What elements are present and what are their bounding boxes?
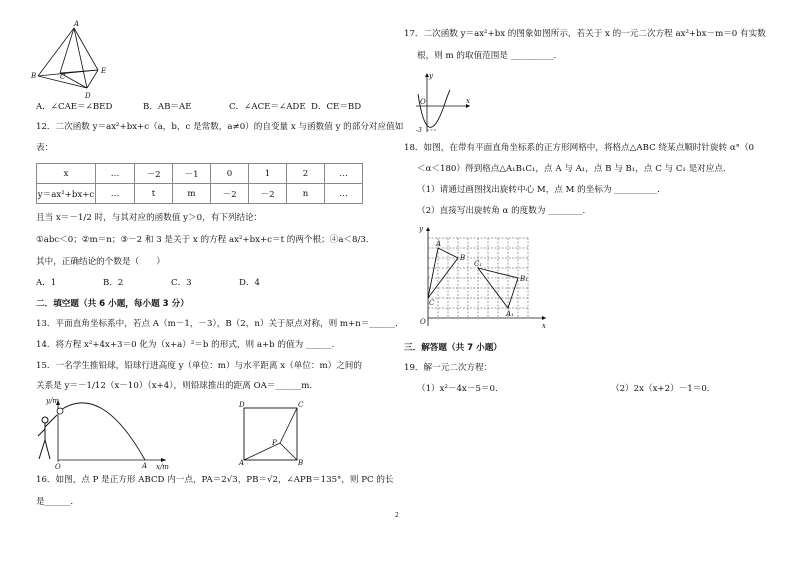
table-cell: 0 bbox=[211, 164, 249, 184]
q11-label-e: E bbox=[101, 67, 107, 75]
q18-label-x: x bbox=[542, 322, 546, 330]
q11-tetra-figure bbox=[30, 20, 110, 100]
q15-point-a: A bbox=[142, 462, 148, 470]
q12-option-d: D．4 bbox=[239, 278, 260, 288]
q18-label-c1: C₁ bbox=[474, 260, 483, 268]
q18-label-o: O bbox=[420, 318, 426, 326]
q11-label-b: B bbox=[31, 72, 37, 80]
q19-part2: （2）2x（x+2）－1＝0． bbox=[611, 384, 716, 394]
q17-line1: 17．二次函数 y＝ax²+bx 的图象如图所示，若关于 x 的一元二次方程 ax²+bx－m＝0 有实数 bbox=[404, 29, 766, 39]
q11-option-b: B．AB＝AE bbox=[143, 102, 192, 112]
q17-label-minus3: -3 bbox=[416, 127, 422, 134]
q19-part1: （1）x²－4x－5＝0． bbox=[417, 384, 504, 394]
q18-line1: 18．如图，在带有平面直角坐标系的正方形网格中，将格点△ABC 绕某点顺时针旋转 α°（0 bbox=[404, 143, 755, 153]
table-cell: －2 bbox=[135, 164, 173, 184]
table-cell: 1 bbox=[249, 164, 287, 184]
q18-grid-figure bbox=[414, 226, 554, 332]
q12-value-table bbox=[36, 163, 363, 204]
q12-option-a: A．1 bbox=[36, 278, 57, 288]
table-cell: … bbox=[96, 184, 135, 204]
q11-label-c: C bbox=[60, 73, 66, 81]
q16-label-b: B bbox=[298, 459, 304, 467]
q15-shotput-figure bbox=[30, 398, 170, 470]
q12-condition: 且当 x＝－1/2 时，与其对应的函数值 y＞0，有下列结论： bbox=[36, 213, 263, 223]
q18-sub1: （1）请通过画图找出旋转中心 M，点 M 的坐标为 __________． bbox=[417, 185, 666, 195]
q12-question: 其中，正确结论的个数是（ ） bbox=[36, 257, 165, 267]
q18-label-a1: A₁ bbox=[506, 310, 514, 318]
section3-title: 三．解答题（共 7 小题） bbox=[404, 343, 502, 353]
table-cell: －1 bbox=[173, 164, 211, 184]
table-cell: … bbox=[96, 164, 135, 184]
q18-label-y: y bbox=[419, 225, 423, 233]
q12-option-c: C．3 bbox=[171, 278, 192, 288]
q17-label-y: y bbox=[429, 72, 433, 80]
q12-conclusions: ①abc＜0；②m＝n；③－2 和 3 是关于 x 的方程 ax²+bx+c＝t 的两个根；④a＜8/3． bbox=[36, 235, 375, 245]
section2-title: 二．填空题（共 6 小题，每小题 3 分） bbox=[36, 299, 189, 309]
q16-line1: 16．如图，点 P 是正方形 ABCD 内一点，PA＝2√3，PB＝√2，∠APB＝135°，则 PC 的长 bbox=[36, 475, 394, 485]
q16-label-p: P bbox=[272, 439, 277, 447]
table-cell: －2 bbox=[249, 184, 287, 204]
table-cell: … bbox=[325, 184, 363, 204]
q17-line2: 根，则 m 的取值范围是 __________． bbox=[417, 51, 563, 61]
q11-option-c: C．∠ACE＝∠ADE bbox=[229, 102, 306, 112]
q17-label-o: O bbox=[420, 98, 426, 106]
q19-stem: 19．解一元二次方程： bbox=[404, 363, 493, 373]
q12-option-b: B．2 bbox=[103, 278, 124, 288]
q18-label-a: A bbox=[436, 240, 442, 248]
q11-label-d: D bbox=[85, 92, 91, 100]
q15-axis-y: y/m bbox=[46, 397, 59, 405]
q16-label-a: A bbox=[239, 459, 245, 467]
q11-option-d: D．CE＝BD bbox=[311, 102, 362, 112]
q18-label-b1: B₁ bbox=[520, 275, 528, 283]
q16-line2: 是______． bbox=[36, 497, 79, 507]
table-cell: m bbox=[173, 184, 211, 204]
q15-axis-x: x/m bbox=[156, 463, 169, 471]
q18-label-b: B bbox=[460, 254, 466, 262]
q18-label-c: C bbox=[429, 299, 435, 307]
q15-line2: 关系是 y＝－1/12（x－10）（x+4），则铅球推出的距离 OA＝______m． bbox=[36, 381, 318, 391]
q16-label-d: D bbox=[239, 401, 245, 409]
table-cell: t bbox=[135, 184, 173, 204]
q18-line2: ＜α＜180）得到格点△A₁B₁C₁，点 A 与 A₁，点 B 与 B₁，点 C 与 C₁ 是对应点． bbox=[417, 164, 732, 174]
q18-sub2: （2）直接写出旋转角 α 的度数为 ________． bbox=[417, 206, 592, 216]
table-cell: －2 bbox=[211, 184, 249, 204]
table-cell: … bbox=[325, 164, 363, 184]
q11-label-a: A bbox=[74, 20, 80, 28]
q16-label-c: C bbox=[298, 401, 304, 409]
q12-stem-line2: 表： bbox=[36, 143, 54, 153]
q14-text: 14．将方程 x²+4x+3＝0 化为（x+a）²＝b 的形式，则 a+b 的值为 ______． bbox=[36, 340, 341, 350]
q15-line1: 15．一名学生推铅球，铅球行进高度 y（单位：m）与水平距离 x（单位：m）之间的 bbox=[36, 361, 362, 371]
table-row bbox=[37, 184, 363, 204]
q11-option-a: A．∠CAE＝∠BED bbox=[36, 102, 113, 112]
q16-square-figure bbox=[236, 402, 306, 466]
table-cell: y＝ax²+bx+c bbox=[37, 184, 96, 204]
q15-origin: O bbox=[55, 463, 61, 471]
q17-parabola-figure bbox=[414, 72, 474, 134]
q13-text: 13．平面直角坐标系中，若点 A（m－1，－3），B（2，n）关于原点对称，则 m+n＝______． bbox=[36, 319, 404, 329]
q12-stem-line1: 12．二次函数 y＝ax²+bx+c（a，b，c 是常数，a≠0）的自变量 x 与函数值 y 的部分对应值如 bbox=[36, 122, 404, 132]
table-row bbox=[37, 164, 363, 184]
student-figure bbox=[38, 415, 57, 459]
table-cell: 2 bbox=[287, 164, 325, 184]
table-cell: n bbox=[287, 184, 325, 204]
page-number: 2 bbox=[395, 512, 399, 519]
q17-label-x: x bbox=[466, 97, 470, 105]
table-cell: x bbox=[37, 164, 96, 184]
